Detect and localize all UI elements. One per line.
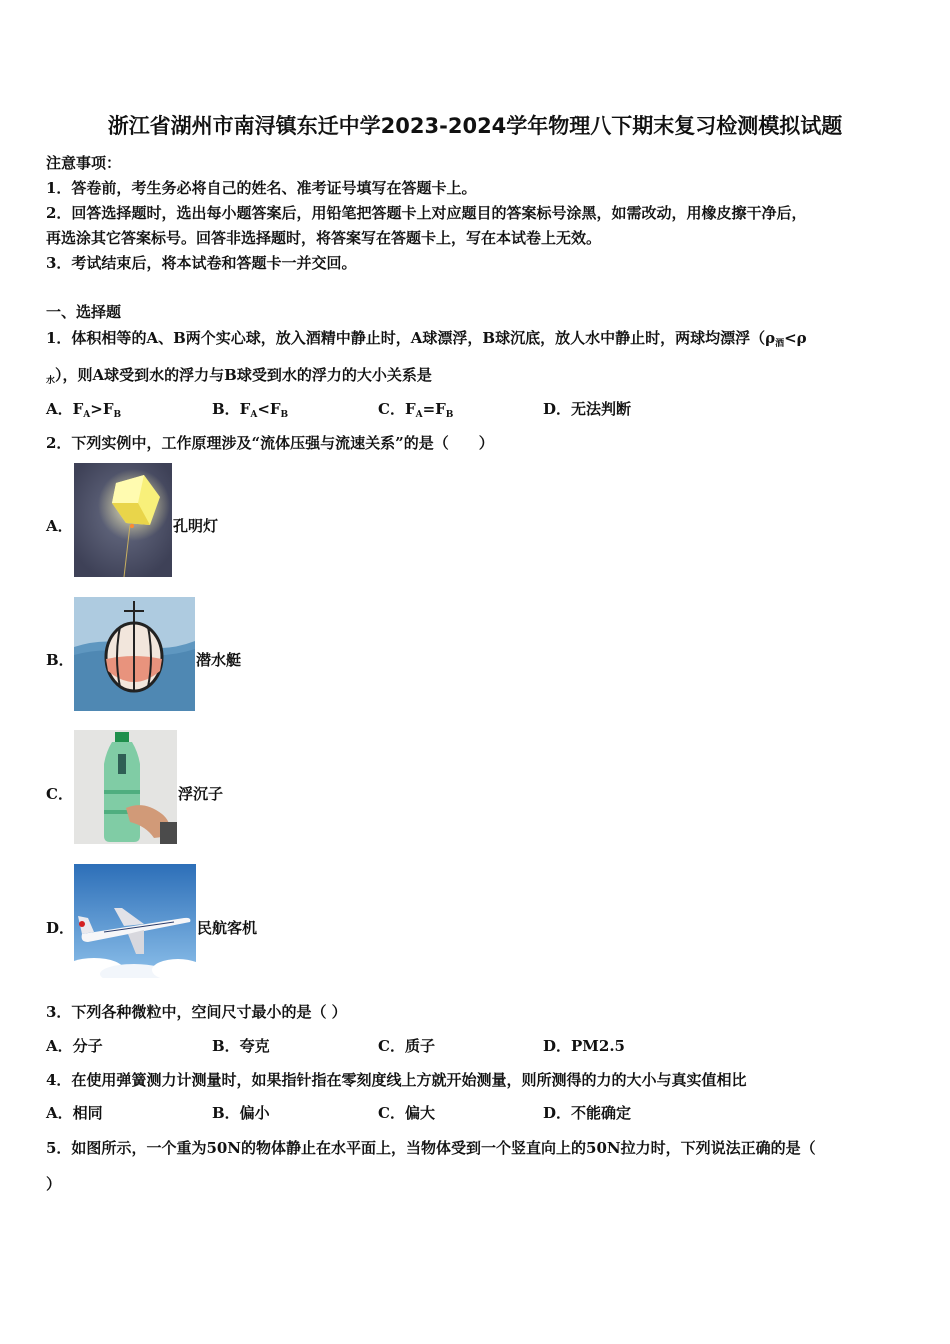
question-2-stem: 2．下列实例中，工作原理涉及“流体压强与流速关系”的是（ ） xyxy=(46,434,494,452)
q2-option-c-label: 浮沉子 xyxy=(178,785,224,803)
q2-option-a-letter[interactable]: A． xyxy=(46,517,73,535)
section-heading: 一、选择题 xyxy=(46,303,122,321)
q4-option-d[interactable]: D．不能确定 xyxy=(543,1104,632,1122)
notice-item-2-line-2: 再选涂其它答案标号。回答非选择题时，将答案写在答题卡上，写在本试卷上无效。 xyxy=(46,229,602,247)
q2-option-b-label: 潜水艇 xyxy=(196,651,242,669)
q2-option-b-letter[interactable]: B． xyxy=(46,651,74,669)
q3-option-a[interactable]: A．分子 xyxy=(46,1037,103,1055)
question-5-line-2: ） xyxy=(46,1175,62,1193)
q4-option-b[interactable]: B．偏小 xyxy=(212,1104,270,1122)
notice-item-3: 3．考试结束后，将本试卷和答题卡一并交回。 xyxy=(46,254,357,272)
rho-alcohol-subscript: 酒 xyxy=(775,339,785,349)
airliner-image xyxy=(74,864,196,978)
page-title: 浙江省湖州市南浔镇东迁中学2023-2024学年物理八下期末复习检测模拟试题 xyxy=(107,114,843,138)
q2-option-c-letter[interactable]: C． xyxy=(46,785,73,803)
rho-water-subscript: 水 xyxy=(46,376,56,386)
submarine-image xyxy=(74,597,195,711)
q2-option-d-letter[interactable]: D． xyxy=(46,919,75,937)
question-5-line-1: 5．如图所示，一个重为50N的物体静止在水平面上，当物体受到一个竖直向上的50N拉力时，下列说法正确的是（ xyxy=(46,1139,816,1157)
q1-option-d[interactable]: D．无法判断 xyxy=(543,400,632,418)
q1-option-c[interactable]: C．$F_A=F_B$ xyxy=(378,400,454,420)
notice-item-1: 1．答卷前，考生务必将自己的姓名、准考证号填写在答题卡上。 xyxy=(46,179,477,197)
cartesian-diver-image xyxy=(74,730,177,844)
question-3-stem: 3．下列各种微粒中，空间尺寸最小的是（ ） xyxy=(46,1003,347,1021)
rho-compare: <ρ xyxy=(784,329,807,347)
q3-option-b[interactable]: B．夸克 xyxy=(212,1037,270,1055)
sky-lantern-image xyxy=(74,463,172,577)
notice-item-2-line-1: 2．回答选择题时，选出每小题答案后，用铅笔把答题卡上对应题目的答案标号涂黑，如需改动，用橡皮擦干净后， xyxy=(46,204,807,222)
q2-option-a-label: 孔明灯 xyxy=(173,517,219,535)
q3-option-d[interactable]: D．PM2.5 xyxy=(543,1037,625,1055)
question-1-line-1 xyxy=(46,327,906,349)
question-1-stem: 1．体积相等的A、B两个实心球，放入酒精中静止时，A球漂浮，B球沉底，放人水中静止时，两球均漂浮（ρ xyxy=(46,329,776,347)
q2-option-d-label: 民航客机 xyxy=(197,919,258,937)
q1-option-a[interactable]: A．$F_A>F_B$ xyxy=(46,400,122,420)
notice-heading: 注意事项： xyxy=(46,154,122,172)
question-4-stem: 4．在使用弹簧测力计测量时，如果指针指在零刻度线上方就开始测量，则所测得的力的大小与真实值相比 xyxy=(46,1071,747,1089)
question-1-stem-end: ），则A球受到水的浮力与B球受到水的浮力的大小关系是 xyxy=(55,366,432,384)
q4-option-c[interactable]: C．偏大 xyxy=(378,1104,435,1122)
question-1-line-2 xyxy=(46,364,432,386)
q1-option-b[interactable]: B．$F_A<F_B$ xyxy=(212,400,289,420)
q3-option-c[interactable]: C．质子 xyxy=(378,1037,435,1055)
q4-option-a[interactable]: A．相同 xyxy=(46,1104,103,1122)
